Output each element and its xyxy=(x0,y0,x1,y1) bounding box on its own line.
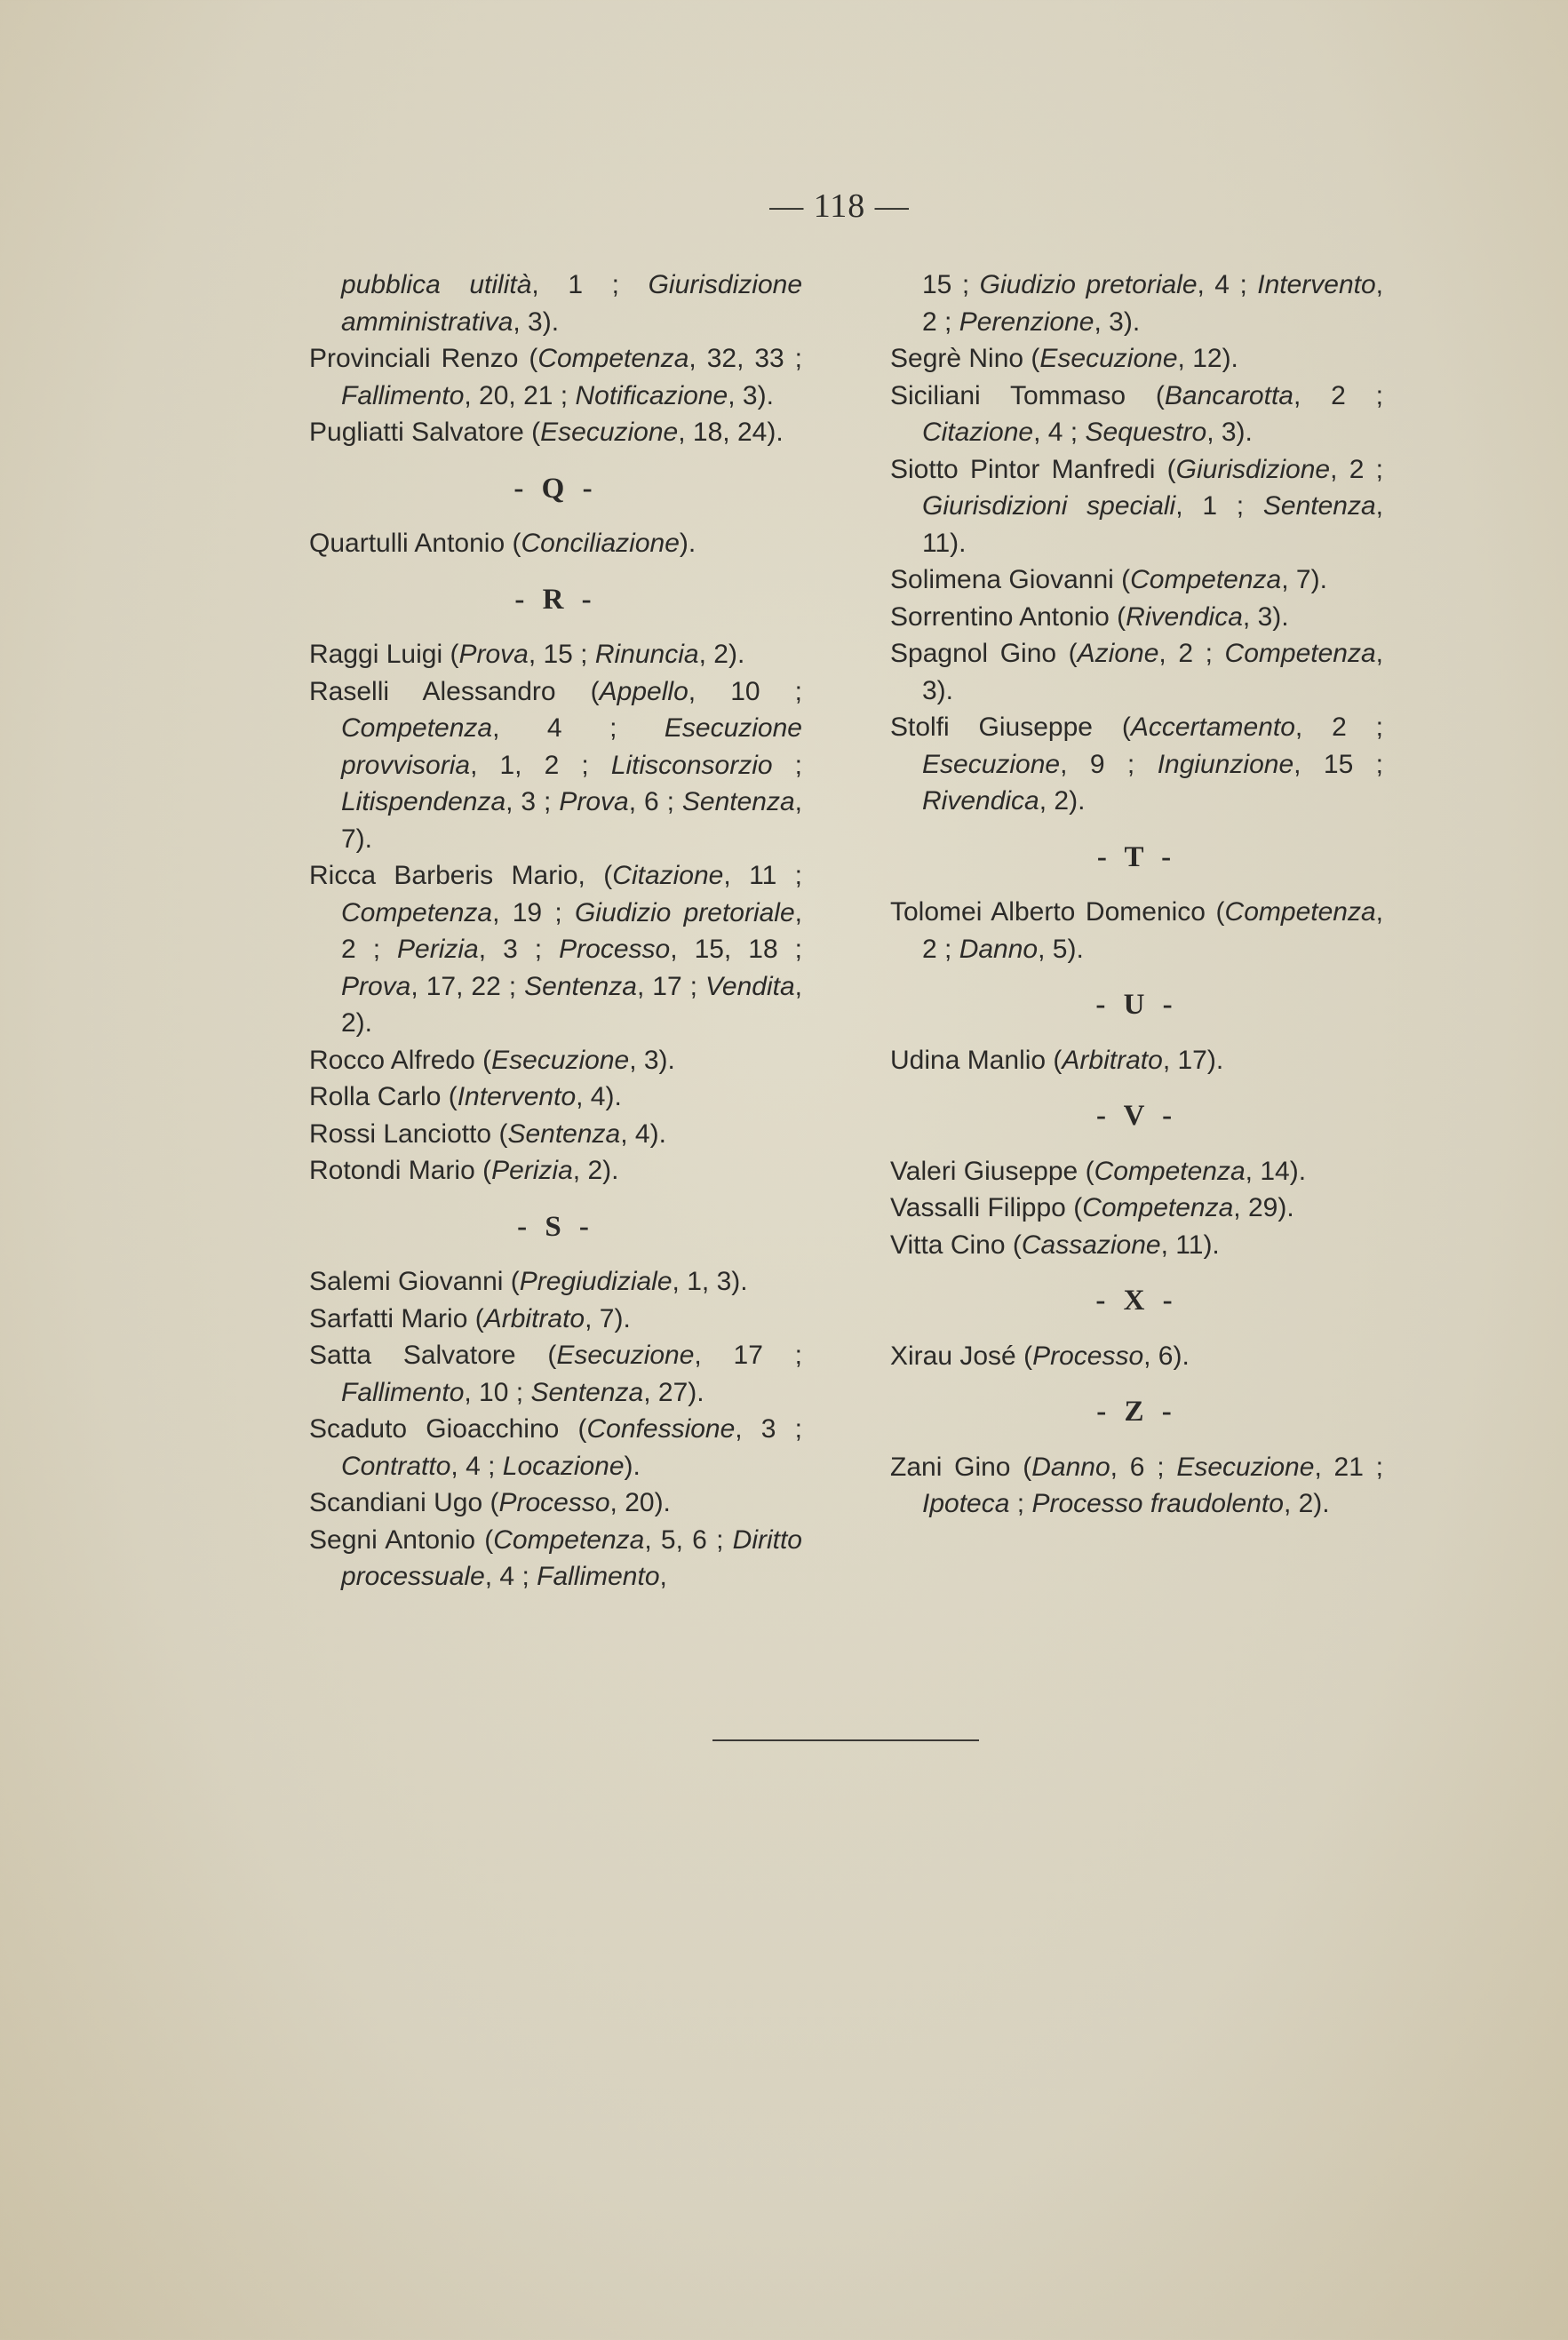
entry-subject: Esecuzione xyxy=(540,418,679,447)
entry-text: , 9 ; xyxy=(1060,749,1158,779)
entry-text: Salemi Giovanni ( xyxy=(309,1267,520,1296)
entry-subject: Danno xyxy=(1031,1452,1110,1482)
entry-text: Raselli Alessandro ( xyxy=(309,676,600,706)
entry-text: Provinciali Renzo ( xyxy=(309,344,538,373)
entry-subject: Prova xyxy=(559,787,629,816)
entry-text: , 20). xyxy=(609,1488,671,1517)
index-entry xyxy=(890,635,1383,709)
entry-subject: Sentenza xyxy=(530,1377,644,1407)
entry-subject: Competenza xyxy=(493,1524,645,1555)
entry-subject: Notificazione xyxy=(575,380,728,410)
entry-subject: Perizia xyxy=(491,1156,573,1185)
entry-text: , 3). xyxy=(922,639,1383,705)
entry-subject: Confessione xyxy=(586,1414,736,1444)
entry-text: Sorrentino Antonio ( xyxy=(890,601,1126,632)
entry-text: , 3 ; xyxy=(735,1414,802,1444)
entry-text: Segni Antonio ( xyxy=(309,1524,494,1555)
entry-text: Scandiani Ugo ( xyxy=(309,1488,499,1517)
entry-text: Udina Manlio ( xyxy=(890,1045,1063,1075)
entry-subject: Locazione xyxy=(502,1451,625,1481)
entry-subject: Ipoteca xyxy=(922,1489,1010,1518)
section-letter: - V - xyxy=(1095,1100,1178,1132)
entry-text: , 3 ; xyxy=(478,935,560,964)
entry-text: Siotto Pintor Manfredi ( xyxy=(890,454,1176,484)
entry-subject: Esecuzione xyxy=(1176,1452,1315,1482)
index-entry xyxy=(890,894,1383,967)
index-entry xyxy=(309,1078,802,1116)
entry-subject: Prova xyxy=(458,640,529,669)
section-letter: - U - xyxy=(1095,989,1178,1021)
entry-subject: Litisconsorzio xyxy=(610,750,773,780)
entry-text: Vitta Cino ( xyxy=(890,1230,1022,1260)
entry-subject: Appello xyxy=(599,676,688,706)
entry-text: , 7). xyxy=(1281,565,1327,594)
entry-text: , 3). xyxy=(728,380,774,410)
entry-text: ). xyxy=(679,529,696,558)
entry-text: , 17). xyxy=(1162,1045,1224,1075)
entry-subject: Vendita xyxy=(705,971,795,1001)
entry-subject: Esecuzione provvisoria xyxy=(341,713,802,780)
entry-subject: Bancarotta xyxy=(1164,380,1293,410)
entry-text: , 11 ; xyxy=(723,861,803,890)
index-entry-continuation xyxy=(890,267,1383,340)
entry-text: , 15, 18 ; xyxy=(670,935,802,964)
end-divider xyxy=(712,1739,979,1741)
entry-text: , 32, 33 ; xyxy=(688,344,802,373)
entry-text: , 17, 22 ; xyxy=(410,971,525,1001)
index-entry xyxy=(890,561,1383,599)
entry-subject: Processo xyxy=(498,1488,610,1517)
index-entry xyxy=(309,1484,802,1522)
section-letter: - Z - xyxy=(1096,1396,1177,1428)
entry-text: , 5). xyxy=(1038,934,1084,964)
entry-text: , 4). xyxy=(576,1082,622,1111)
entry-text: , 6). xyxy=(1143,1341,1190,1371)
entry-subject: Danno xyxy=(959,934,1039,964)
entry-subject: Fallimento xyxy=(537,1562,660,1591)
entry-text: , 2 ; xyxy=(922,897,1383,964)
index-entry xyxy=(890,709,1383,820)
entry-subject: Arbitrato xyxy=(483,1303,585,1333)
entry-text: , 3). xyxy=(629,1045,675,1075)
entry-subject: Intervento xyxy=(1257,270,1376,299)
entry-text: , 4 ; xyxy=(450,1451,503,1481)
index-entry xyxy=(890,1227,1383,1264)
entry-subject: Processo xyxy=(559,935,671,964)
entry-subject: Competenza xyxy=(341,897,493,927)
entry-subject: Esecuzione xyxy=(922,749,1061,779)
entry-subject: Sentenza xyxy=(507,1118,621,1149)
section-letter: - T - xyxy=(1096,840,1177,873)
index-column-left xyxy=(309,267,802,1596)
entry-text: , 2 ; xyxy=(1330,454,1384,484)
entry-text: , 7). xyxy=(585,1303,631,1333)
index-entry xyxy=(890,1190,1383,1227)
entry-text: , 5, 6 ; xyxy=(644,1524,733,1555)
entry-subject: Esecuzione xyxy=(1039,344,1178,373)
entry-text: , 3). xyxy=(1242,601,1289,632)
index-entry xyxy=(309,1337,802,1411)
entry-text: Vassalli Filippo ( xyxy=(890,1193,1083,1222)
entry-subject: Esecuzione xyxy=(556,1341,695,1370)
entry-subject: Azione xyxy=(1077,639,1159,668)
entry-subject: Accertamento xyxy=(1130,712,1295,742)
entry-text: , 3 ; xyxy=(505,787,560,816)
entry-text: , 10 ; xyxy=(464,1377,531,1407)
entry-text: Satta Salvatore ( xyxy=(309,1341,557,1370)
index-entry xyxy=(890,1338,1383,1375)
entry-text: , 4 ; xyxy=(1033,418,1086,447)
entry-text: , 17 ; xyxy=(636,971,706,1001)
index-entry xyxy=(890,340,1383,378)
entry-subject: Rinuncia xyxy=(594,640,699,669)
entry-subject: Fallimento xyxy=(341,1377,465,1407)
entry-text: , 7). xyxy=(341,787,803,854)
entry-text: Spagnol Gino ( xyxy=(890,639,1078,668)
entry-text: , 1 ; xyxy=(1175,491,1263,521)
entry-subject: Giudizio pretoriale xyxy=(574,897,795,927)
index-entry xyxy=(309,414,802,451)
entry-subject: Citazione xyxy=(922,418,1034,447)
entry-text: Zani Gino ( xyxy=(890,1452,1032,1482)
index-entry xyxy=(309,1152,802,1190)
entry-text: , 2). xyxy=(341,971,802,1038)
index-entry xyxy=(890,1449,1383,1523)
entry-subject: Diritto processuale xyxy=(341,1524,802,1591)
entry-subject: Giurisdizione xyxy=(1175,454,1331,484)
entry-subject: Litispendenza xyxy=(341,787,506,816)
index-entry xyxy=(309,673,802,858)
section-letter: - S - xyxy=(517,1210,594,1243)
entry-text: , 2). xyxy=(698,640,745,669)
section-letter: - Q - xyxy=(513,472,598,505)
entry-subject: Pregiudiziale xyxy=(519,1267,673,1296)
entry-subject: Processo fraudolento xyxy=(1031,1489,1284,1518)
entry-text: Quartulli Antonio ( xyxy=(309,529,521,558)
entry-text: , 29). xyxy=(1233,1193,1294,1222)
entry-subject: Rivendica xyxy=(922,786,1039,816)
entry-text: Rocco Alfredo ( xyxy=(309,1045,492,1075)
entry-text: , 19 ; xyxy=(492,897,575,927)
entry-text: , 17 ; xyxy=(694,1341,802,1370)
entry-text: , 12). xyxy=(1177,344,1238,373)
entry-subject: Citazione xyxy=(612,861,724,890)
entry-text: Sarfatti Mario ( xyxy=(309,1303,484,1333)
entry-subject: Processo xyxy=(1032,1341,1144,1371)
entry-text: , 4 ; xyxy=(484,1562,537,1591)
entry-subject: Rivendica xyxy=(1126,601,1243,632)
entry-text: , 2 ; xyxy=(1293,380,1384,410)
index-entry xyxy=(309,1116,802,1153)
entry-text: ; xyxy=(1009,1489,1032,1518)
entry-text: , 4 ; xyxy=(492,713,665,743)
entry-text: , 2 ; xyxy=(1294,712,1383,742)
entry-subject: Sequestro xyxy=(1085,418,1207,447)
entry-subject: Competenza xyxy=(1224,897,1376,927)
entry-text: , 10 ; xyxy=(688,676,802,706)
index-entry xyxy=(890,378,1383,451)
index-entry xyxy=(309,525,802,562)
index-entry xyxy=(309,636,802,673)
entry-text: , 15 ; xyxy=(1293,749,1384,779)
entry-text: ; xyxy=(772,750,803,780)
entry-subject: Perizia xyxy=(397,935,479,964)
entry-subject: Prova xyxy=(341,971,411,1001)
entry-subject: Ingiunzione xyxy=(1157,749,1294,779)
index-entry xyxy=(890,1153,1383,1190)
entry-text: , 20, 21 ; xyxy=(464,380,576,410)
entry-subject: Giudizio pretoriale xyxy=(979,270,1198,299)
entry-subject: Arbitrato xyxy=(1062,1045,1163,1075)
entry-text: Scaduto Gioacchino ( xyxy=(309,1414,587,1444)
entry-text: , 4 ; xyxy=(1197,270,1258,299)
entry-text: , 11). xyxy=(922,491,1384,558)
index-entry xyxy=(890,451,1383,562)
entry-text: , 1, 2 ; xyxy=(470,750,611,780)
index-entry xyxy=(309,1042,802,1079)
entry-subject: Perenzione xyxy=(959,306,1094,337)
entry-text: , xyxy=(659,1562,667,1591)
entry-subject: Competenza xyxy=(341,713,493,743)
entry-text: , 14). xyxy=(1245,1156,1307,1186)
index-column-right xyxy=(890,267,1383,1523)
entry-subject: Giurisdizione amministrativa xyxy=(341,270,803,337)
entry-text: Tolomei Alberto Domenico ( xyxy=(890,897,1225,927)
entry-text: , 2). xyxy=(1283,1489,1330,1518)
entry-text: Rolla Carlo ( xyxy=(309,1082,458,1111)
entry-subject: Competenza xyxy=(1130,565,1282,594)
entry-text: , 27). xyxy=(643,1377,704,1407)
entry-text: Rossi Lanciotto ( xyxy=(309,1118,508,1149)
entry-text: Siciliani Tommaso ( xyxy=(890,380,1165,410)
entry-text: , 2 ; xyxy=(341,897,802,964)
entry-subject: pubblica utilità xyxy=(341,270,532,299)
entry-subject: Intervento xyxy=(457,1082,577,1111)
entry-text: , 18, 24). xyxy=(678,418,784,447)
entry-text: , 2). xyxy=(572,1156,619,1185)
index-entry xyxy=(890,1042,1383,1079)
entry-text: , 2). xyxy=(1039,786,1086,816)
entry-text: , 6 ; xyxy=(1110,1452,1177,1482)
entry-subject: Fallimento xyxy=(341,380,465,410)
entry-text: , 21 ; xyxy=(1314,1452,1384,1482)
entry-text: Ricca Barberis Mario, ( xyxy=(309,861,613,890)
entry-text: , 2 ; xyxy=(1158,639,1225,668)
entry-text: , 1, 3). xyxy=(672,1267,748,1296)
index-entry xyxy=(309,857,802,1042)
entry-text: , 3). xyxy=(513,306,560,337)
entry-text: Valeri Giuseppe ( xyxy=(890,1156,1094,1186)
entry-text: Stolfi Giuseppe ( xyxy=(890,712,1131,742)
entry-text: Xirau José ( xyxy=(890,1341,1033,1371)
entry-subject: Sentenza xyxy=(1262,491,1376,521)
entry-text: ). xyxy=(624,1451,641,1481)
entry-subject: Cassazione xyxy=(1021,1230,1161,1260)
entry-text: , 2 ; xyxy=(922,270,1383,337)
entry-text: 15 ; xyxy=(922,270,980,299)
entry-text: , 3). xyxy=(1094,306,1141,337)
entry-subject: Competenza xyxy=(537,344,689,373)
entry-subject: Competenza xyxy=(1224,639,1376,668)
entry-subject: Sentenza xyxy=(524,971,637,1001)
entry-subject: Competenza xyxy=(1094,1156,1246,1186)
index-entry-continuation xyxy=(309,267,802,340)
entry-text: Rotondi Mario ( xyxy=(309,1156,492,1185)
entry-text: , 1 ; xyxy=(531,270,649,299)
entry-text: , 3). xyxy=(1206,418,1253,447)
index-entry xyxy=(309,1263,802,1301)
index-entry xyxy=(890,599,1383,636)
index-entry xyxy=(309,1522,802,1596)
entry-subject: Contratto xyxy=(341,1451,451,1481)
entry-text: Solimena Giovanni ( xyxy=(890,565,1131,594)
entry-text: Pugliatti Salvatore ( xyxy=(309,418,541,447)
entry-subject: Sentenza xyxy=(681,787,795,816)
entry-subject: Conciliazione xyxy=(521,529,680,558)
section-letter: - X - xyxy=(1095,1285,1178,1317)
entry-text: Raggi Luigi ( xyxy=(309,640,459,669)
entry-text: , 6 ; xyxy=(628,787,682,816)
entry-text: , 15 ; xyxy=(528,640,595,669)
entry-subject: Competenza xyxy=(1082,1193,1234,1222)
entry-text: , 11). xyxy=(1160,1230,1220,1260)
entry-subject: Esecuzione xyxy=(491,1045,630,1075)
index-entry xyxy=(309,1411,802,1484)
page-number: — 118 — xyxy=(769,187,910,225)
index-entry xyxy=(309,340,802,414)
index-entry xyxy=(309,1301,802,1338)
entry-text: Segrè Nino ( xyxy=(890,344,1040,373)
section-letter: - R - xyxy=(514,583,597,616)
entry-text: , 4). xyxy=(620,1118,666,1149)
entry-subject: Giurisdizioni speciali xyxy=(922,491,1176,521)
